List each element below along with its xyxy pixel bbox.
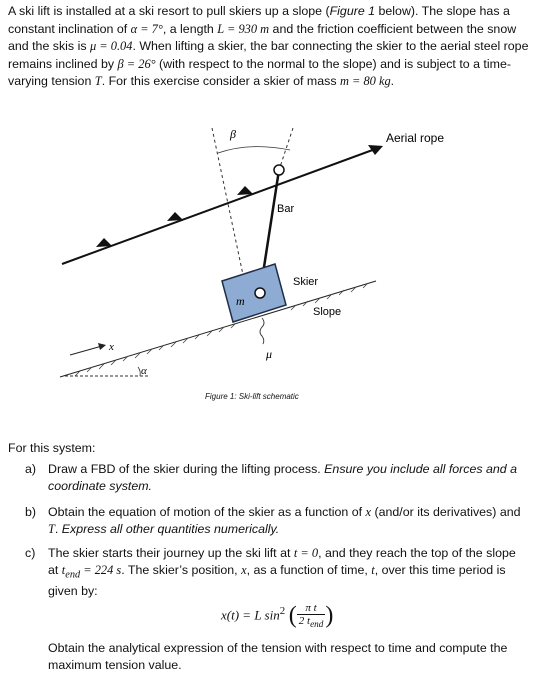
intro-text: (with respect to the normal to the slope) and is subject to a time-varying tension [8,56,511,89]
equation-fraction [297,602,326,630]
t-symbol: t [371,563,375,577]
mu-label: μ [266,347,273,361]
t-end-symbol: t [61,563,66,577]
rope-arrow [167,212,183,221]
intro-text: . When lifting a skier, the bar connecting the skier to the aerial steel rope remains inclined by [8,39,529,71]
figure-reference: Figure 1 [329,4,376,18]
t-zero: t = 0 [293,546,319,560]
question-b-label: b) [25,505,37,519]
question-c-tail: Obtain the analytical expression of the tension with respect to time and compute the maximum tension value. [48,641,508,672]
question-c [25,545,525,600]
alpha-angle-arc [138,367,140,376]
skier-label: Skier [293,276,319,288]
right-paren: ) [325,602,334,629]
fraction-denominator: 2 t [298,615,311,627]
question-c-text: , and they reach the top of the slope at [48,546,516,577]
intro-text: and the friction coefficient between the snow and the skis is [8,21,517,54]
tension-symbol: T [48,522,55,536]
alpha-value: α = 7° [130,21,163,36]
beta-value: β = 26° [117,56,156,71]
x-label: x [109,341,114,353]
slope-label: Slope [313,306,342,318]
t-end-subscript: end [65,569,81,581]
question-c-label: c) [25,546,36,560]
rope-clamp [274,165,284,175]
intro-text: , a length [162,21,218,36]
question-c-text: . The skier’s position, [121,563,242,577]
fraction-numerator: π t [297,602,326,615]
position-equation [221,602,333,630]
question-a [25,461,525,495]
aerial-rope-label: Aerial rope [386,131,445,145]
question-c-text: The skier starts their journey up the ski lift at [48,546,294,560]
bar-label: Bar [277,203,295,215]
bar-pivot [255,288,265,298]
question-c-text: , over this time period is given by: [48,563,506,599]
equation-exponent: 2 [279,605,286,618]
question-b-text: (and/or its derivatives) and [371,505,521,519]
x-axis-arrow [70,346,102,355]
question-a-emphasis: Ensure you include all forces and a coordinate system. [48,462,518,493]
fraction-denominator-sub: end [310,619,324,630]
intro-text: A ski lift is installed at a ski resort to pull skiers up a slope ( [8,4,330,18]
system-heading: For this system: [8,441,96,455]
ski-lift-figure [0,110,545,395]
intro-text: . For this exercise consider a skier of mass [101,74,340,89]
question-a-label: a) [25,462,37,476]
slope-surface [60,281,376,377]
x-symbol: x [365,505,372,519]
question-b-text: . [54,522,62,536]
friction-indicator [260,318,264,344]
rope-arrow [96,238,112,247]
intro-text: below). The slope has a constant inclination of [8,4,510,36]
left-paren: ( [288,602,297,629]
equation-lhs: x(t) = L sin [221,607,280,623]
t-end-value: = 224 s [80,563,122,577]
figure-caption: Figure 1: Ski-lift schematic [205,392,299,401]
beta-angle-arc [218,147,290,153]
tension-symbol: T [94,74,102,89]
question-a-text: Draw a FBD of the skier during the lifting process. [48,462,321,476]
mass-label: m [236,294,245,308]
mass-value: m = 80 kg [339,74,391,89]
skier-block [222,264,286,322]
question-b [25,504,525,538]
alpha-label: α [141,365,147,377]
x-symbol: x [241,563,247,577]
question-b-text: Obtain the equation of motion of the skier as a function of [48,505,366,519]
mu-value: μ = 0.04 [89,39,133,54]
length-value: L = 930 m [217,21,270,36]
problem-statement [8,3,538,91]
rope-arrow [237,186,253,195]
question-c-text: , as a function of time, [246,563,372,577]
question-b-emphasis: Express all other quantities numerically. [61,522,280,536]
intro-text: . [390,74,395,89]
beta-label: β [230,127,236,141]
x-arrowhead [98,343,106,350]
